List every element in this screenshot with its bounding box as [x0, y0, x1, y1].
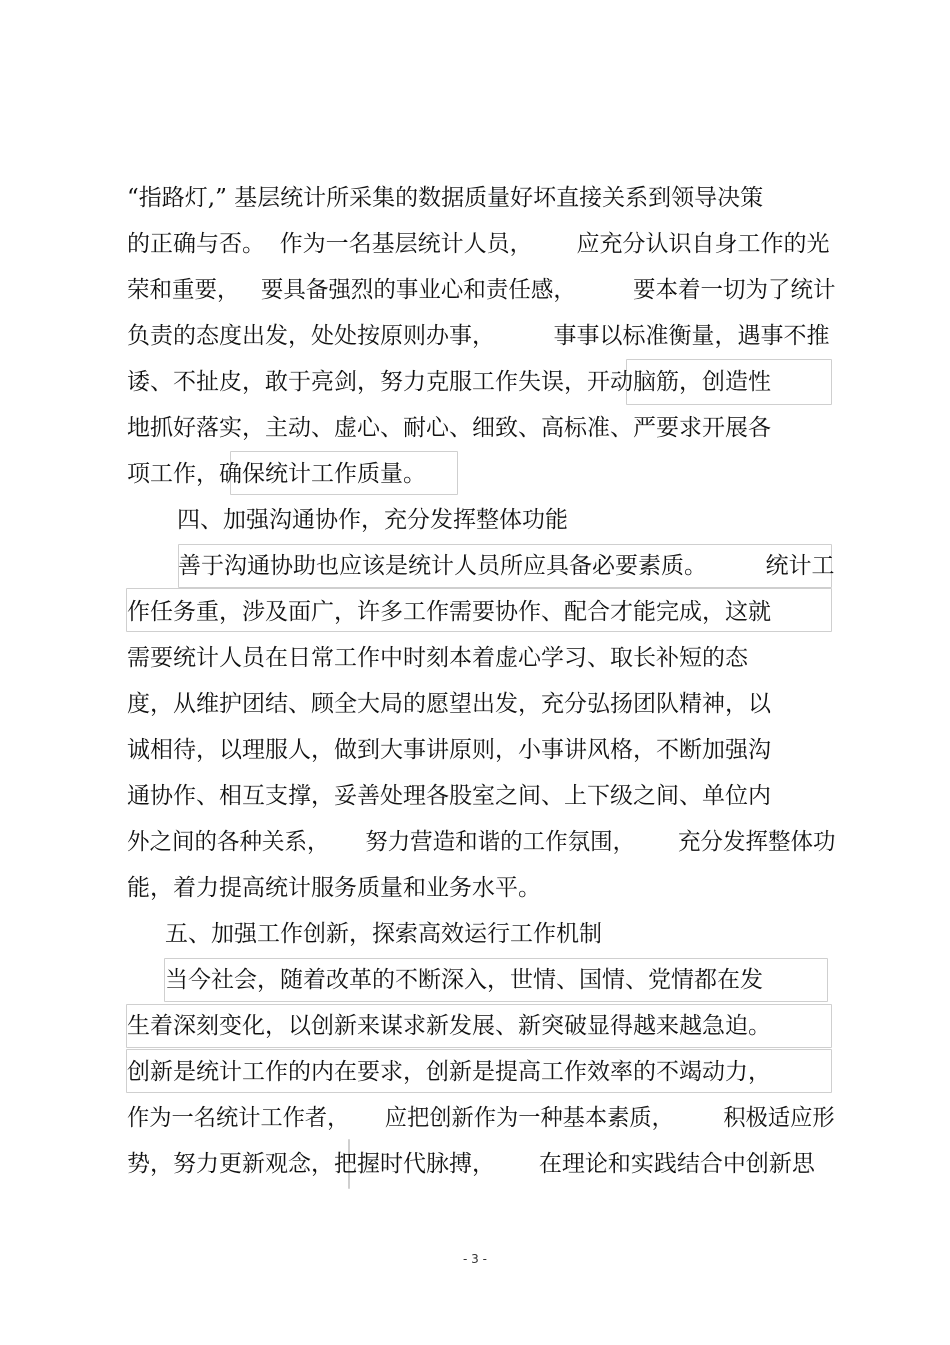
page-number: - 3 -: [463, 1252, 487, 1266]
text-line: 项工作，确保统计工作质量。: [127, 461, 426, 487]
text-line: 外之间的各种关系， 努力营造和谐的工作氛围， 充分发挥整体功: [127, 829, 836, 855]
text-line: 诚相待，以理服人，做到大事讲原则，小事讲风格，不断加强沟: [127, 737, 771, 763]
text-line: 需要统计人员在日常工作中时刻本着虚心学习、取长补短的态: [127, 645, 748, 671]
text-line: 势，努力更新观念，把握时代脉搏， 在理论和实践结合中创新思: [127, 1151, 815, 1177]
section-heading: 四、加强沟通协作，充分发挥整体功能: [177, 507, 568, 533]
text-line: 作为一名统计工作者， 应把创新作为一种基本素质， 积极适应形: [127, 1105, 835, 1131]
text-line: 当今社会，随着改革的不断深入，世情、国情、党情都在发: [165, 967, 763, 993]
text-line: 善于沟通协助也应该是统计人员所应具备必要素质。 统计工: [178, 553, 835, 579]
text-line: 生着深刻变化，以创新来谋求新发展、新突破显得越来越急迫。: [127, 1013, 771, 1039]
text-line: 创新是统计工作的内在要求，创新是提高工作效率的不竭动力，: [127, 1059, 771, 1085]
text-line: 通协作、相互支撑，妥善处理各股室之间、上下级之间、单位内: [127, 783, 771, 809]
text-line: 作任务重，涉及面广，许多工作需要协作、配合才能完成，这就: [127, 599, 771, 625]
text-line: 度，从维护团结、顾全大局的愿望出发，充分弘扬团队精神，以: [127, 691, 771, 717]
section-heading: 五、加强工作创新，探索高效运行工作机制: [165, 921, 602, 947]
text-line: 诿、不扯皮，敢于亮剑，努力克服工作失误，开动脑筋，创造性: [127, 369, 771, 395]
text-line: 能，着力提高统计服务质量和业务水平。: [127, 875, 541, 901]
text-line: 荣和重要， 要具备强烈的事业心和责任感， 要本着一切为了统计: [127, 277, 836, 303]
text-line: 地抓好落实，主动、虚心、耐心、细致、高标准、严要求开展各: [127, 415, 771, 441]
text-line: “指路灯,” 基层统计所采集的数据质量好坏直接关系到领导决策: [127, 185, 764, 211]
text-line: 的正确与否。 作为一名基层统计人员， 应充分认识自身工作的光: [127, 231, 830, 257]
text-line: 负责的态度出发，处处按原则办事， 事事以标准衡量，遇事不推: [127, 323, 830, 349]
